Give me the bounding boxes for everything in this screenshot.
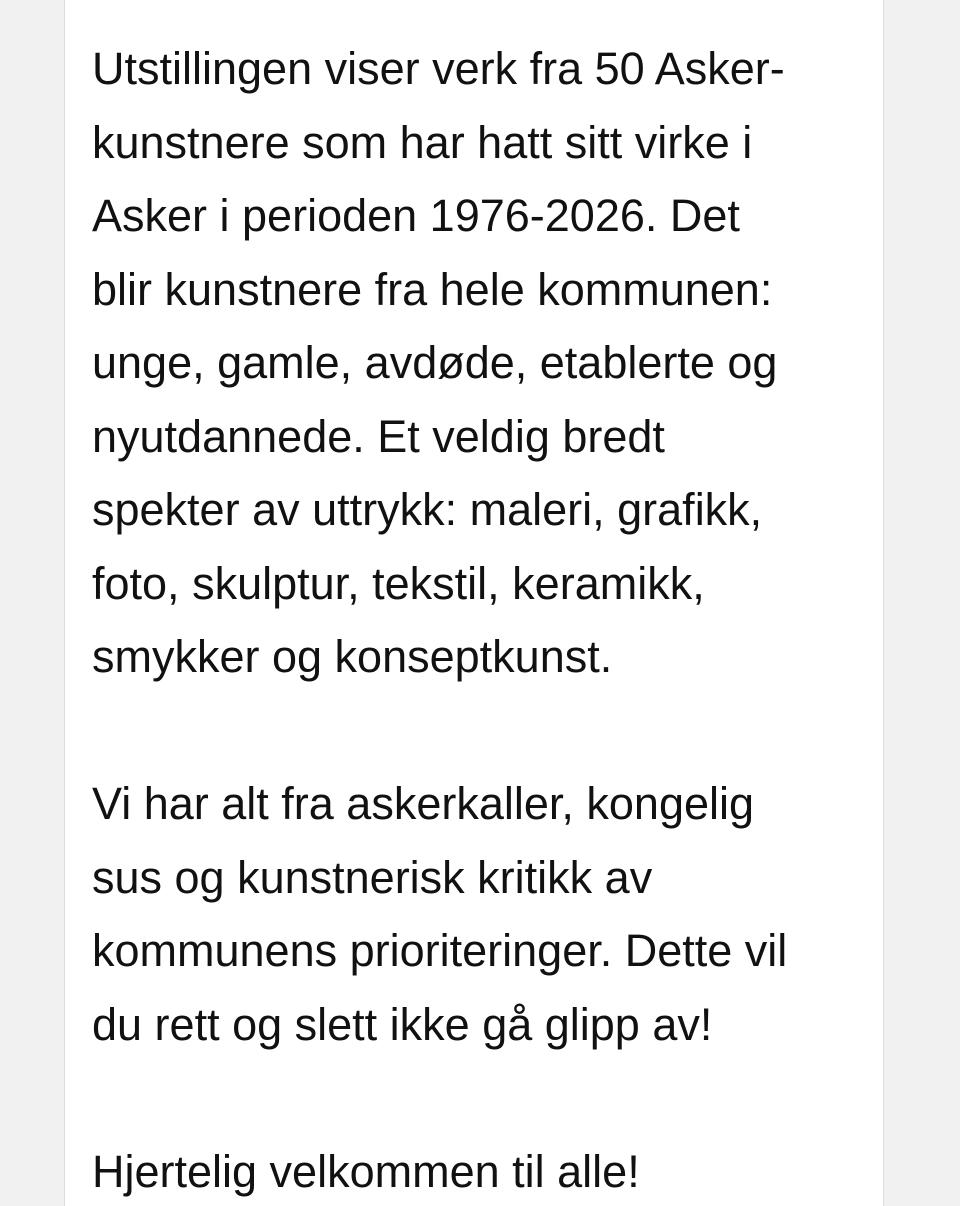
text-line: nyutdannede. Et veldig bredt [92, 410, 665, 462]
text-line: Vi har alt fra askerkaller, kongelig [92, 778, 755, 829]
text-line: blir kunstnere fra hele kommunen: [92, 263, 773, 315]
text-line: smykker og konseptkunst. [92, 631, 613, 682]
article-body [92, 32, 852, 1206]
text-line: Asker i perioden 1976-2026. Det [92, 190, 740, 241]
text-line: spekter av uttrykk: maleri, grafikk, [92, 484, 763, 535]
text-line: foto, skulptur, tekstil, keramikk, [92, 557, 705, 609]
paragraph-highlights [92, 767, 852, 1061]
text-line: kommunens prioriteringer. Dette vil [92, 925, 788, 976]
text-line: du rett og slett ikke gå glipp av! [92, 998, 713, 1050]
paragraph-welcome [92, 1135, 852, 1206]
text-line: Hjertelig velkommen til alle! [92, 1145, 640, 1197]
text-line: sus og kunstnerisk kritikk av [92, 851, 653, 903]
text-line: kunstnere som har hatt sitt virke i [92, 116, 753, 168]
text-line: unge, gamle, avdøde, etablerte og [92, 337, 778, 388]
text-line: Utstillingen viser verk fra 50 Asker- [92, 43, 785, 94]
paragraph-exhibition-description [92, 32, 852, 694]
